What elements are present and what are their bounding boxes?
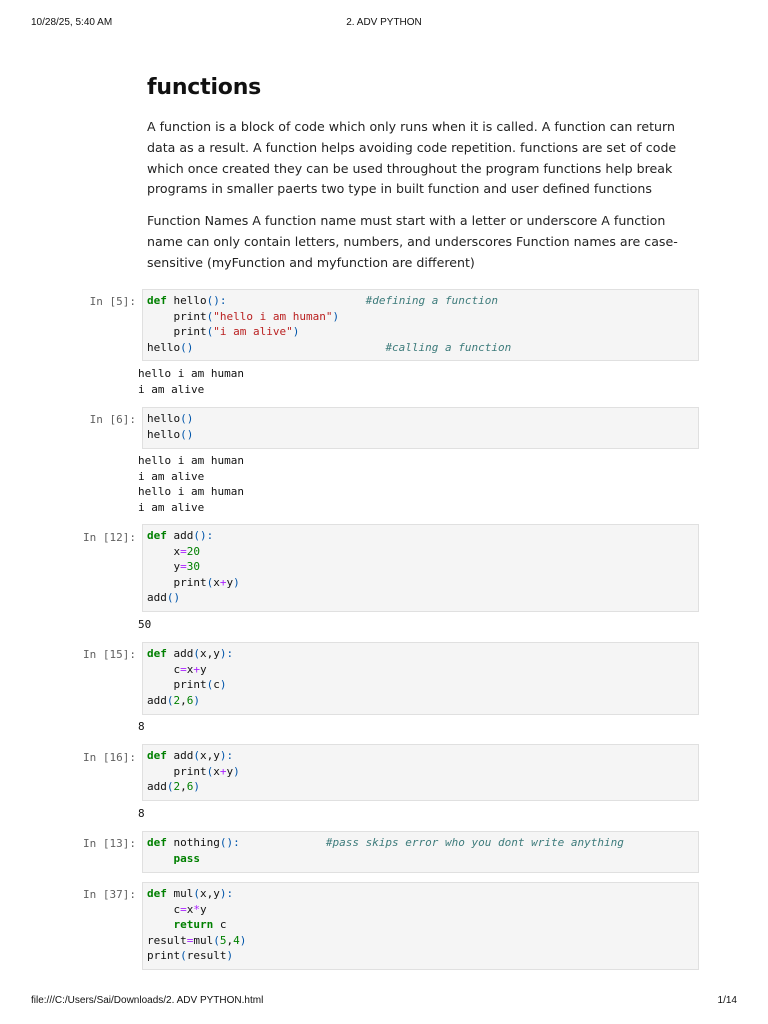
code-cell[interactable] bbox=[142, 642, 699, 715]
cell-prompt: In [15]: bbox=[83, 648, 136, 661]
file-path: file:///C:/Users/Sai/Downloads/2. ADV PYTHON.html bbox=[31, 995, 264, 1006]
code-cell[interactable] bbox=[142, 831, 699, 873]
cell-output: hello i am human i am alive bbox=[138, 367, 244, 396]
cell-output: 50 bbox=[138, 618, 152, 631]
cell-output: hello i am human i am alive hello i am human i am alive bbox=[138, 454, 244, 514]
code-block: def add(): x=20 y=30 print(x+y) add() bbox=[147, 529, 240, 605]
page-number: 1/14 bbox=[717, 995, 737, 1006]
code-cell[interactable] bbox=[142, 744, 699, 801]
cell-prompt: In [6]: bbox=[89, 413, 136, 426]
section-heading: functions bbox=[147, 75, 262, 100]
cell-prompt: In [13]: bbox=[83, 837, 136, 850]
cell-prompt: In [5]: bbox=[89, 295, 136, 308]
code-cell[interactable] bbox=[142, 882, 699, 970]
intro-paragraph: A function is a block of code which only runs when it is called. A function can return data as a result. A function helps avoiding code repetition. functions are set of code which once created they can be used throughout the program functions help break programs in smaller paerts two type in built function and user defined functions bbox=[147, 119, 677, 197]
cell-output: 8 bbox=[138, 720, 145, 733]
function-names-paragraph: Function Names A function name must start with a letter or underscore A function name can only contain letters, numbers, and underscores Function names are case-sensitive (myFunction and myfunction are different) bbox=[147, 213, 678, 270]
code-block: def hello(): #defining a function print("hello i am human") print("i am alive") hello() #calling a function bbox=[147, 294, 512, 354]
code-block: def add(x,y): c=x+y print(c) add(2,6) bbox=[147, 647, 234, 707]
cell-output: 8 bbox=[138, 807, 145, 820]
cell-prompt: In [16]: bbox=[83, 751, 136, 764]
code-block: def mul(x,y): c=x*y return c result=mul(5,4) print(result) bbox=[147, 887, 247, 963]
cell-prompt: In [12]: bbox=[83, 531, 136, 544]
code-cell[interactable] bbox=[142, 524, 699, 612]
code-block: hello() hello() bbox=[147, 412, 194, 441]
code-block: def add(x,y): print(x+y) add(2,6) bbox=[147, 749, 240, 794]
print-title: 2. ADV PYTHON bbox=[346, 17, 422, 28]
print-date: 10/28/25, 5:40 AM bbox=[31, 17, 113, 28]
print-header bbox=[31, 17, 737, 31]
cell-prompt: In [37]: bbox=[83, 888, 136, 901]
code-cell[interactable] bbox=[142, 407, 699, 449]
code-cell[interactable] bbox=[142, 289, 699, 361]
print-footer bbox=[31, 995, 737, 1009]
code-block: def nothing(): #pass skips error who you dont write anything pass bbox=[147, 836, 624, 865]
